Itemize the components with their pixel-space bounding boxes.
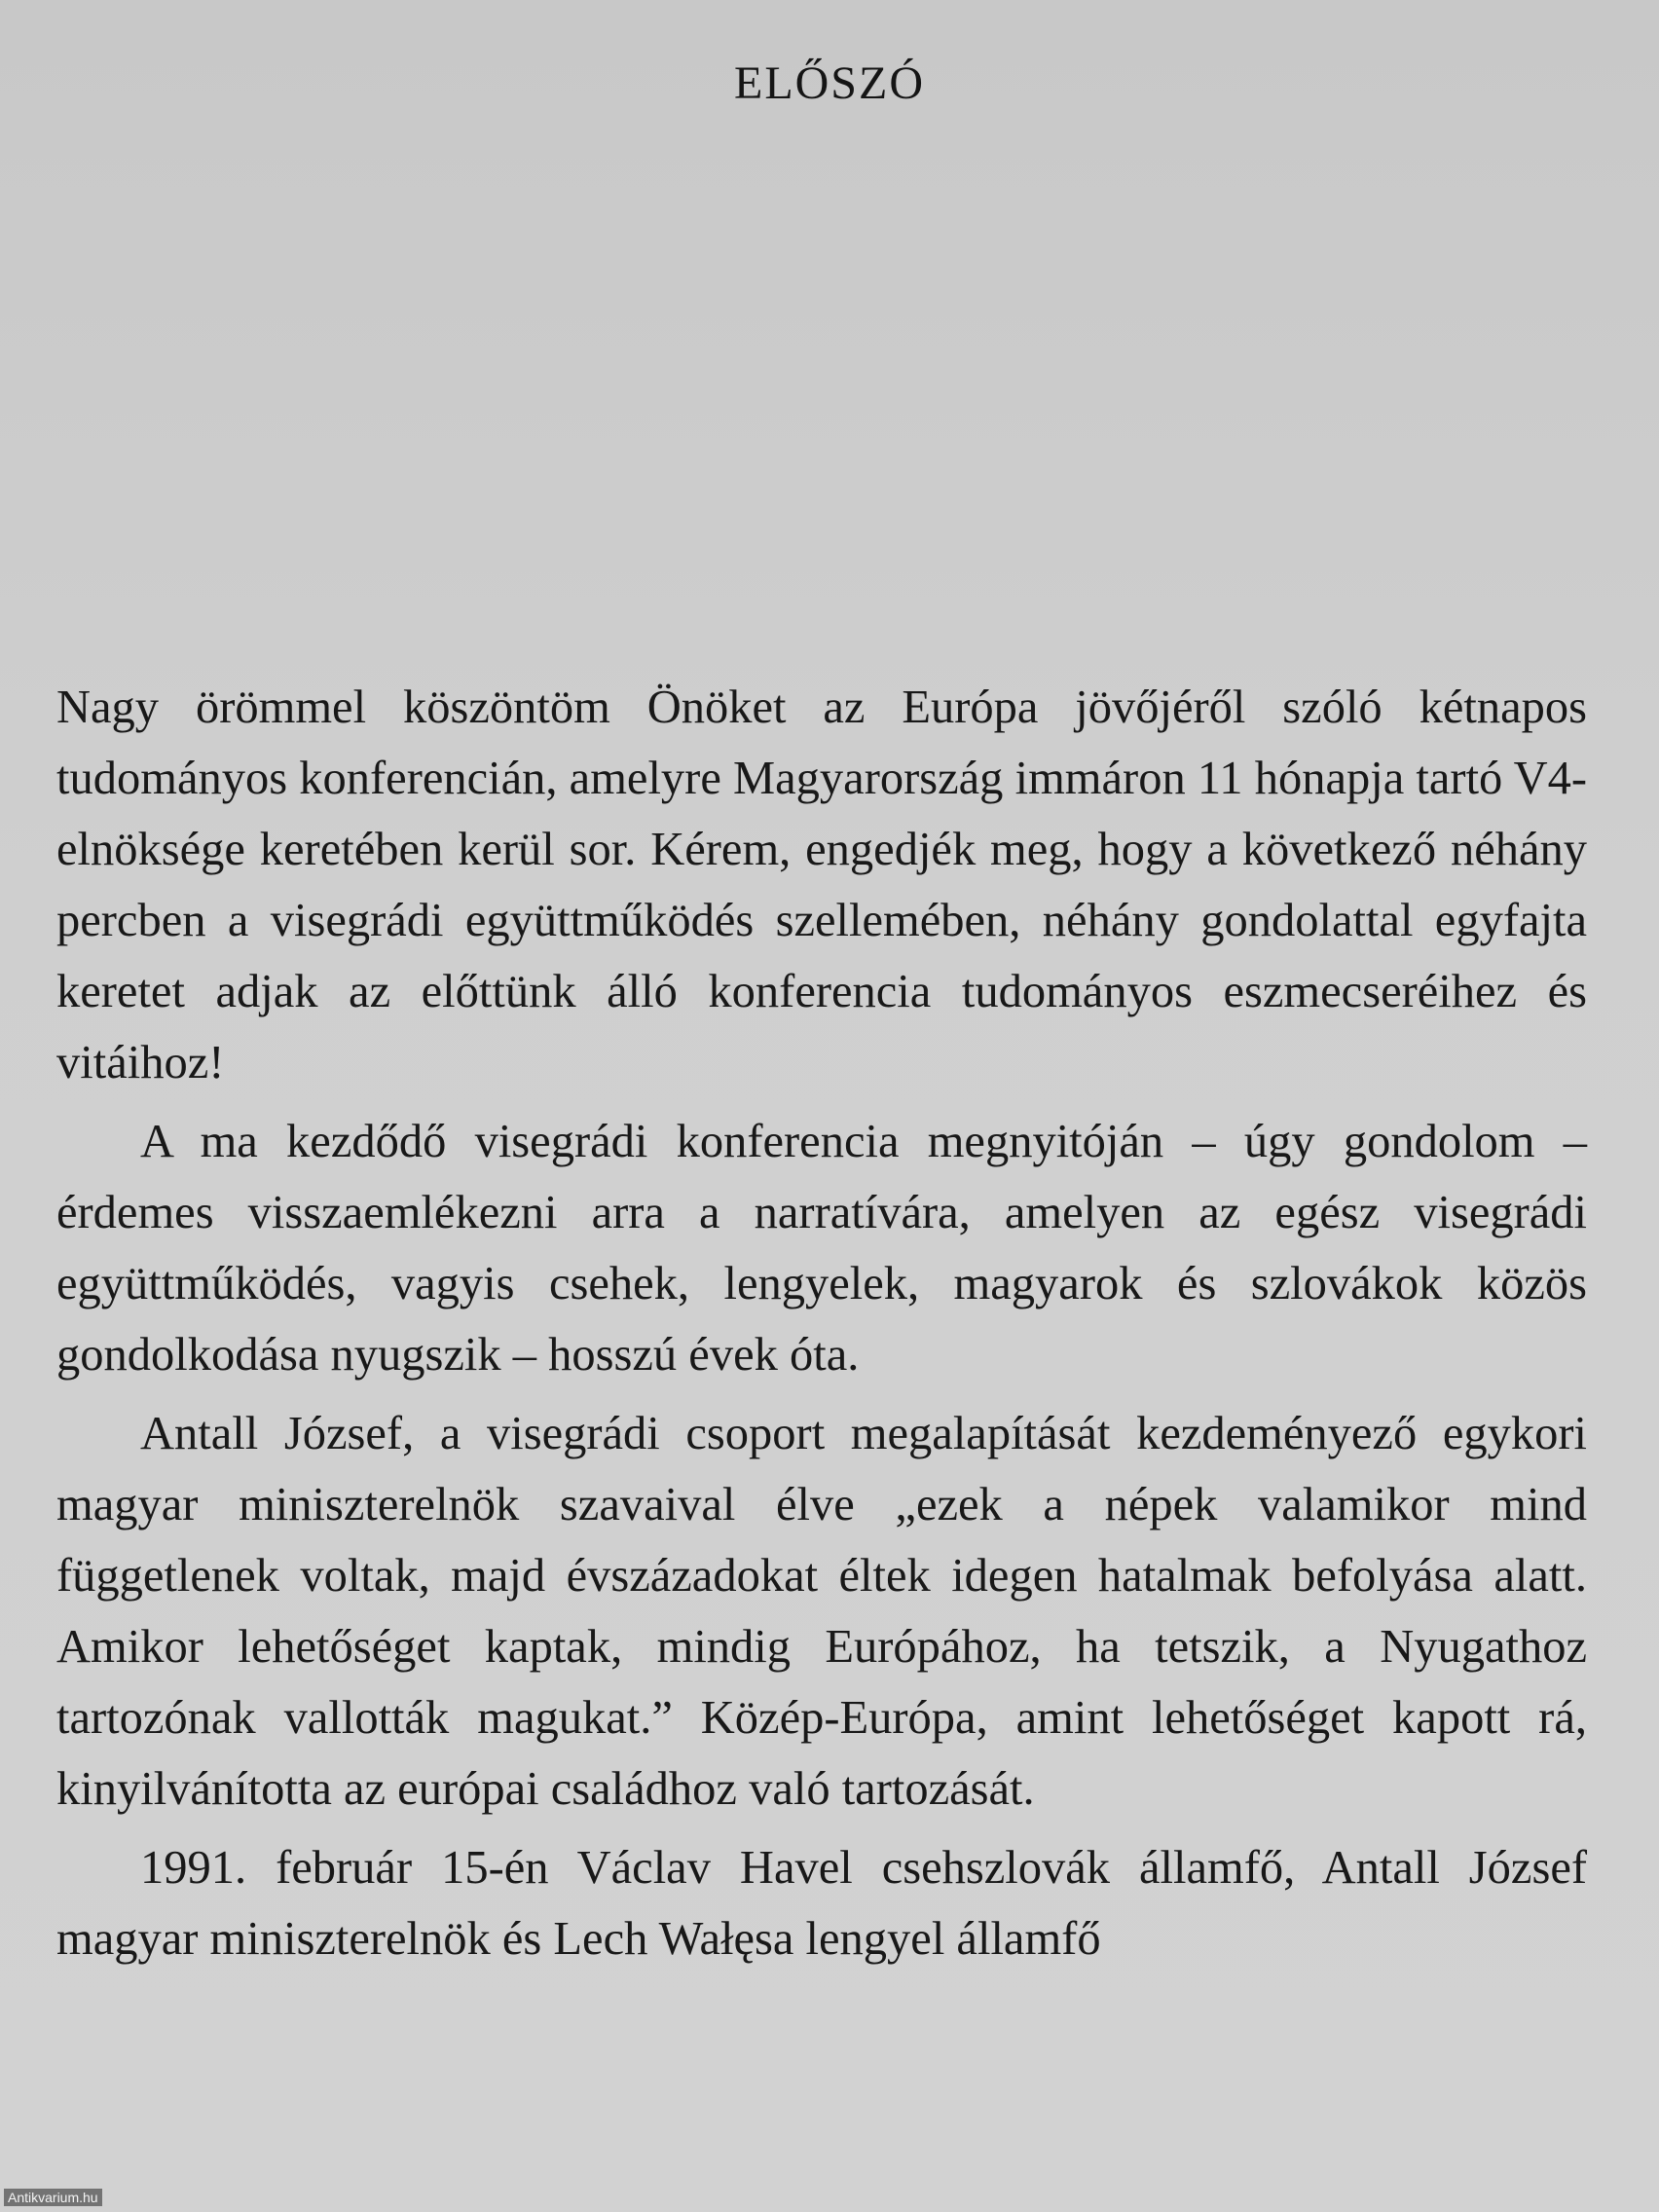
page-title: ELŐSZÓ: [734, 57, 925, 109]
paragraph-4: 1991. február 15-én Václav Havel csehszlovák államfő, Antall József magyar miniszterelnök és Lech Wałęsa lengyel államfő: [56, 1842, 1587, 1965]
watermark: Antikvarium.hu: [4, 2189, 102, 2206]
body-text: [56, 672, 1587, 1974]
paragraph-3: Antall József, a visegrádi csoport megalapítását kezdeményező egykori magyar miniszterelnök szavaival élve „ezek a népek valamikor mind függetlenek voltak, majd évszázadokat éltek idegen hatalmak befolyása alatt. Amikor lehetőséget kaptak, mindig Európához, ha tetszik, a Nyugathoz tartozónak vallották magukat.” Közép-Európa, amint lehetőséget kapott rá, kinyilvánította az európai családhoz való tartozását.: [56, 1408, 1587, 1815]
paragraph-1: Nagy örömmel köszöntöm Önöket az Európa jövőjéről szóló kétnapos tudományos konferencián, amelyre Magyarország immáron 11 hónapja tartó V4-elnöksége keretében kerül sor. Kérem, engedjék meg, hogy a következő néhány percben a visegrádi együttműködés szellemében, néhány gondolattal egyfajta keretet adjak az előttünk álló konferencia tudományos eszmecseréihez és vitáihoz!: [56, 682, 1587, 1088]
paragraph-2: A ma kezdődő visegrádi konferencia megnyitóján – úgy gondolom – érdemes visszaemlékezni arra a narratívára, amelyen az egész visegrádi együttműködés, vagyis csehek, lengyelek, magyarok és szlovákok közös gondolkodása nyugszik – hosszú évek óta.: [56, 1116, 1587, 1381]
